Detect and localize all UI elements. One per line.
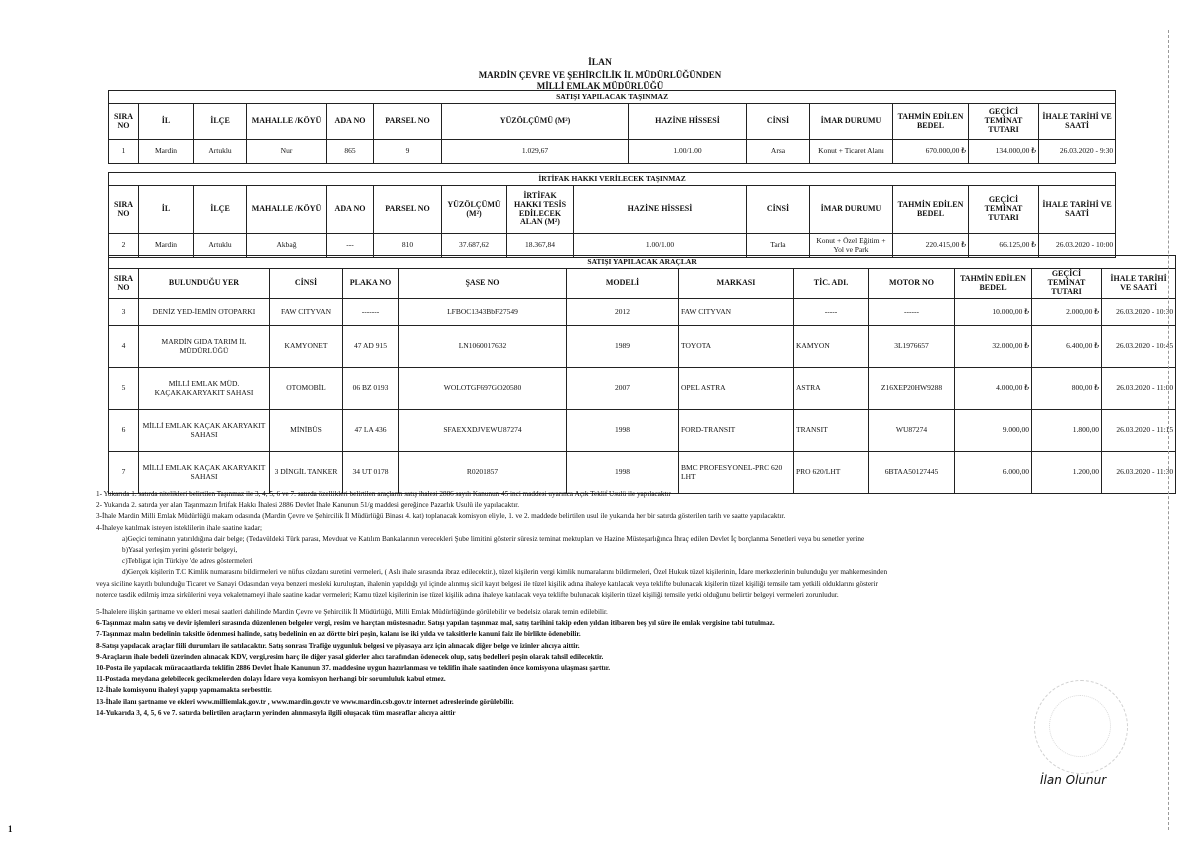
table-cell: 4 <box>109 326 139 368</box>
table-cell: 800,00 ₺ <box>1032 368 1102 410</box>
col-header: ŞASE NO <box>399 269 567 299</box>
table-cell: 2007 <box>567 368 679 410</box>
table-row <box>109 410 1176 452</box>
table-cell: MİLLİ EMLAK MÜD. KAÇAKAKARYAKIT SAHASI <box>139 368 270 410</box>
col-header: TAHMİN EDİLEN BEDEL <box>893 186 969 234</box>
col-header: İRTİFAK HAKKI TESİS EDİLECEK ALAN (M²) <box>507 186 574 234</box>
table-cell: FAW CITYVAN <box>270 299 343 326</box>
margin-mark: 1 <box>8 824 13 834</box>
table-cell: 2 <box>109 234 139 258</box>
table-cell: 1.00/1.00 <box>629 140 747 164</box>
table-cell: 9 <box>374 140 442 164</box>
table-cell: WU87274 <box>869 410 955 452</box>
scan-edge-line <box>1168 30 1170 830</box>
doc-institution: MARDİN ÇEVRE VE ŞEHİRCİLİK İL MÜDÜRLÜĞÜNDEN <box>478 70 722 80</box>
table-cell: 1.029,67 <box>442 140 629 164</box>
table-cell: Artuklu <box>194 234 247 258</box>
table-cell: 26.03.2020 - 10:00 <box>1039 234 1116 258</box>
note-line: a)Geçici teminatın yatırıldığına dair belge; (Tedavüldeki Türk parası, Mevduat ve Katılım Bankalarının verecekleri Şube limitini gösterir süresiz teminat mektupları ve Hazine Müsteşarlığınca İhraç edilen Devlet İç borçlanma Senetleri veya bu senetler yerine <box>122 534 865 543</box>
table-title: İRTİFAK HAKKI VERİLECEK TAŞINMAZ <box>109 173 1116 186</box>
col-header: BULUNDUĞU YER <box>139 269 270 299</box>
col-header: İHALE TARİHİ VE SAATİ <box>1039 104 1116 140</box>
table-cell: MİNİBÜS <box>270 410 343 452</box>
col-header: PARSEL NO <box>374 104 442 140</box>
table-cell: 1998 <box>567 410 679 452</box>
col-header: İHALE TARİHİ VE SAATİ <box>1039 186 1116 234</box>
col-header: İL <box>139 186 194 234</box>
table-cell: WOLOTGF697GO20580 <box>399 368 567 410</box>
col-header: İMAR DURUMU <box>810 104 893 140</box>
table-cell: Tarla <box>747 234 810 258</box>
table-cell: 865 <box>327 140 374 164</box>
col-header: CİNSİ <box>747 104 810 140</box>
table-cell: 4.000,00 ₺ <box>955 368 1032 410</box>
note-line: veya siciline kayıtlı bulunduğu Ticaret ve Sanayi Odasından veya benzeri mesleki kuruluştan, ihalenin yapıldığı yıl içinde alınmış sicil kayıt belgesi ile tüzel kişilik adına ihaleye katılacak veya teklifte bulunacak kişilerin tüzel kişiliği temsile tam yetkili olduklarını gösterir <box>96 579 878 588</box>
table-row <box>109 326 1176 368</box>
note-line: noterce tasdik edilmiş imza sirkülerini veya vekaletnameyi ihale saatine kadar vermeleri; Kamu tüzel kişilerinin ise tüzel kişilik adına ihaleye katılacak veya teklifte bulunacak kişilerin tüzel kişiliği temsile yetki olduğunu belirtir belgeyi vermeleri zorunludur. <box>96 590 839 599</box>
table-cell: PRO 620/LHT <box>794 452 869 494</box>
col-header: İLÇE <box>194 104 247 140</box>
table-cell: Akbağ <box>247 234 327 258</box>
table-cell: 3 <box>109 299 139 326</box>
col-header: PARSEL NO <box>374 186 442 234</box>
note-line: d)Gerçek kişilerin T.C Kimlik numarasını bildirmeleri ve nüfus cüzdanı suretini vermeleri, ( Aslı ihale sırasında ibraz edilecektir.), tüzel kişilerin vergi kimlik numaralarını bildirmeleri, Özel Hukuk tüzel kişilerinin, İdare merkezlerinin bulunduğu yer mahkemesinden <box>122 568 888 577</box>
col-header: MOTOR NO <box>869 269 955 299</box>
table-cell: 1.00/1.00 <box>574 234 747 258</box>
vehicle-sale-table <box>108 255 1176 494</box>
table-cell: DENİZ YED-İEMİN OTOPARKI <box>139 299 270 326</box>
col-header: İHALE TARİHİ VE SAATİ <box>1102 269 1176 299</box>
note-line: c)Tebligat için Türkiye 'de adres göstermeleri <box>122 557 253 566</box>
easement-table <box>108 172 1116 258</box>
col-header: HAZİNE HİSSESİ <box>629 104 747 140</box>
terms-notes <box>96 489 1126 719</box>
col-header: YÜZÖLÇÜMÜ (M²) <box>442 104 629 140</box>
table-title: SATIŞI YAPILACAK TAŞINMAZ <box>109 91 1116 104</box>
table-cell: LFBOC1343BbF27549 <box>399 299 567 326</box>
table-cell: Artuklu <box>194 140 247 164</box>
table-cell: ASTRA <box>794 368 869 410</box>
table-cell: 3L1976657 <box>869 326 955 368</box>
col-header: SIRA NO <box>109 186 139 234</box>
table-cell: 26.03.2020 - 10:45 <box>1102 326 1176 368</box>
table-cell: 47 LA 436 <box>343 410 399 452</box>
table-cell: ----- <box>794 299 869 326</box>
col-header: SIRA NO <box>109 269 139 299</box>
col-header: İL <box>139 104 194 140</box>
official-stamp <box>1034 680 1128 774</box>
table-cell: SFAEXXDJVEWU87274 <box>399 410 567 452</box>
col-header: TİC. ADI. <box>794 269 869 299</box>
table-cell: 47 AD 915 <box>343 326 399 368</box>
table-cell: Mardin <box>139 140 194 164</box>
table-cell: OTOMOBİL <box>270 368 343 410</box>
table-cell: 26.03.2020 - 11:30 <box>1102 452 1176 494</box>
table-cell: 670.000,00 ₺ <box>893 140 969 164</box>
table-row <box>109 452 1176 494</box>
table-cell: 7 <box>109 452 139 494</box>
table-cell: 32.000,00 ₺ <box>955 326 1032 368</box>
note-line: 9-Araçların ihale bedeli üzerinden alınacak KDV, vergi,resim harç ile diğer yasal giderler alıcı tarafından ödenecek olup, satış bedelleri peşin olarak tahsil edilecektir. <box>96 652 604 661</box>
table-cell: 2012 <box>567 299 679 326</box>
table-header-row <box>109 104 1116 140</box>
table-cell: 1.800,00 <box>1032 410 1102 452</box>
table-cell: MARDİN GIDA TARIM İL MÜDÜRLÜĞÜ <box>139 326 270 368</box>
col-header: MARKASI <box>679 269 794 299</box>
note-line: 6-Taşınmaz malın satış ve devir işlemleri sırasında düzenlenen belgeler vergi, resim ve harçtan müstesnadır. Satışı yapılan taşınmaz mal, satış tarihini takip eden yıldan itibaren beş yıl süre ile emlak vergisine tabi tutulmaz. <box>96 619 775 628</box>
table-cell: KAMYONET <box>270 326 343 368</box>
table-row <box>109 140 1116 164</box>
col-header: GEÇİCİ TEMİNAT TUTARI <box>969 104 1039 140</box>
table-cell: TOYOTA <box>679 326 794 368</box>
table-cell: 9.000,00 <box>955 410 1032 452</box>
col-header: HAZİNE HİSSESİ <box>574 186 747 234</box>
col-header: GEÇİCİ TEMİNAT TUTARI <box>969 186 1039 234</box>
note-line: 2- Yukarıda 2. satırda yer alan Taşınmazın İrtifak Hakkı İhalesi 2886 Devlet İhale Kanunun 51/g maddesi gereğince Pazarlık Usulü ile yapılacaktır. <box>96 501 520 510</box>
col-header: TAHMİN EDİLEN BEDEL <box>955 269 1032 299</box>
note-line: 5-İhalelere ilişkin şartname ve ekleri mesai saatleri dahilinde Mardin Çevre ve Şehircilik İl Müdürlüğü, Milli Emlak Müdürlüğünde görülebilir ve bedelsiz olarak temin edilebilir. <box>96 608 608 617</box>
table-cell: --- <box>327 234 374 258</box>
table-cell: FAW CITYVAN <box>679 299 794 326</box>
table-cell: 06 BZ 0193 <box>343 368 399 410</box>
table-cell: 26.03.2020 - 9:30 <box>1039 140 1116 164</box>
table-cell: ------- <box>343 299 399 326</box>
table-cell: 26.03.2020 - 10:30 <box>1102 299 1176 326</box>
note-line: 11-Postada meydana gelebilecek gecikmelerden dolayı İdare veya komisyon herhangi bir sorumluluk kabul etmez. <box>96 675 446 684</box>
col-header: MAHALLE /KÖYÜ <box>247 186 327 234</box>
table-cell: R0201857 <box>399 452 567 494</box>
table-cell: TRANSIT <box>794 410 869 452</box>
table-row <box>109 234 1116 258</box>
table-cell: OPEL ASTRA <box>679 368 794 410</box>
note-line: 4-İhaleye katılmak isteyen isteklilerin ihale saatine kadar; <box>96 523 263 532</box>
table-title: SATIŞI YAPILACAK ARAÇLAR <box>109 256 1176 269</box>
table-cell: 18.367,84 <box>507 234 574 258</box>
table-cell: 5 <box>109 368 139 410</box>
table-cell: MİLLİ EMLAK KAÇAK AKARYAKIT SAHASI <box>139 410 270 452</box>
table-cell: 10.000,00 ₺ <box>955 299 1032 326</box>
col-header: TAHMİN EDİLEN BEDEL <box>893 104 969 140</box>
property-sale-table <box>108 90 1116 164</box>
table-cell: 134.000,00 ₺ <box>969 140 1039 164</box>
col-header: SIRA NO <box>109 104 139 140</box>
col-header: YÜZÖLÇÜMÜ (M²) <box>442 186 507 234</box>
table-cell: 26.03.2020 - 11:00 <box>1102 368 1176 410</box>
signature: İlan Olunur <box>1040 773 1107 787</box>
col-header: GEÇİCİ TEMİNAT TUTARI <box>1032 269 1102 299</box>
table-cell: Nur <box>247 140 327 164</box>
col-header: MODELİ <box>567 269 679 299</box>
note-line: 12-İhale komisyonu ihaleyi yapıp yapmamakta serbesttir. <box>96 686 272 695</box>
table-cell: Z16XEP20HW9288 <box>869 368 955 410</box>
table-row <box>109 368 1176 410</box>
note-line: 7-Taşınmaz malın bedelinin taksitle ödenmesi halinde, satış bedelinin en az dörtte biri peşin, kalanı ise iki yılda ve taksitlerle kanuni faiz ile birlikte ödenebilir. <box>96 630 581 639</box>
table-cell: 1.200,00 <box>1032 452 1102 494</box>
table-cell: 1998 <box>567 452 679 494</box>
col-header: İLÇE <box>194 186 247 234</box>
table-cell: 37.687,62 <box>442 234 507 258</box>
note-line: 13-İhale ilanı şartname ve ekleri www.milliemlak.gov.tr , www.mardin.gov.tr ve www.mardin.csb.gov.tr internet adreslerinde görülebilir. <box>96 697 514 706</box>
table-cell: 1989 <box>567 326 679 368</box>
table-cell: MİLLİ EMLAK KAÇAK AKARYAKIT SAHASI <box>139 452 270 494</box>
table-cell: Mardin <box>139 234 194 258</box>
col-header: ADA NO <box>327 186 374 234</box>
table-cell: 6.000,00 <box>955 452 1032 494</box>
table-cell: 26.03.2020 - 11:15 <box>1102 410 1176 452</box>
table-cell: FORD-TRANSIT <box>679 410 794 452</box>
table-cell: 6BTAA50127445 <box>869 452 955 494</box>
table-cell: LN1060017632 <box>399 326 567 368</box>
col-header: CİNSİ <box>747 186 810 234</box>
table-cell: 810 <box>374 234 442 258</box>
note-line: 10-Posta ile yapılacak müracaatlarda teklifin 2886 Devlet İhale Kanunun 37. maddesine uygun hazırlanması ve teklifin ihale saatinden önce komisyona ulaşması şarttır. <box>96 664 611 673</box>
table-header-row <box>109 186 1116 234</box>
col-header: MAHALLE /KÖYÜ <box>247 104 327 140</box>
table-cell: 220.415,00 ₺ <box>893 234 969 258</box>
table-row <box>109 299 1176 326</box>
col-header: PLAKA NO <box>343 269 399 299</box>
col-header: CİNSİ <box>270 269 343 299</box>
col-header: İMAR DURUMU <box>810 186 893 234</box>
table-cell: Konut + Özel Eğitim + Yol ve Park <box>810 234 893 258</box>
table-header-row <box>109 269 1176 299</box>
table-cell: 6 <box>109 410 139 452</box>
note-line: b)Yasal yerleşim yerini gösterir belgeyi, <box>122 546 238 555</box>
col-header: ADA NO <box>327 104 374 140</box>
stamp-inner-ring <box>1049 695 1111 757</box>
table-cell: BMC PROFESYONEL-PRC 620 LHT <box>679 452 794 494</box>
table-cell: 3 DİNGİL TANKER <box>270 452 343 494</box>
note-line: 1- Yukarıda 1. satırda nitelikleri belirtilen Taşınmaz ile 3, 4, 5, 6 ve 7. satırda özellikleri belirtilen araçların satış ihalesi 2886 sayılı Kanunun 45 inci maddesi uyarınca Açık Teklif Usulü ile yapılacaktır <box>96 490 671 498</box>
doc-title: İLAN <box>588 58 612 68</box>
table-cell: 2.000,00 ₺ <box>1032 299 1102 326</box>
note-line: 8-Satışı yapılacak araçlar fiili durumları ile satılacaktır. Satış sonrası Trafiğe uygunluk belgesi ve piyasaya arz için alınacak diğer belge ve izinler alıcıya aittir. <box>96 641 580 650</box>
table-cell: 34 UT 0178 <box>343 452 399 494</box>
table-cell: KAMYON <box>794 326 869 368</box>
doc-department: MİLLİ EMLAK MÜDÜRLÜĞÜ <box>536 81 664 91</box>
table-cell: 6.400,00 ₺ <box>1032 326 1102 368</box>
note-line: 14-Yukarıda 3, 4, 5, 6 ve 7. satırda belirtilen araçların yerinden alınmasıyla ilgili oluşacak tüm masraflar alıcıya aittir <box>96 708 456 717</box>
table-cell: 66.125,00 ₺ <box>969 234 1039 258</box>
table-cell: ------ <box>869 299 955 326</box>
note-line: 3-İhale Mardin Milli Emlak Müdürlüğü makam odasında (Mardin Çevre ve Şehircilik İl Müdürlüğü Binası 4. kat) toplanacak komisyon eliyle, 1. ve 2. maddede belirtilen usul ile yukarıda her bir satırda gösterilen tarih ve saatte yapılacaktır. <box>96 512 786 521</box>
table-cell: Arsa <box>747 140 810 164</box>
table-cell: 1 <box>109 140 139 164</box>
table-cell: Konut + Ticaret Alanı <box>810 140 893 164</box>
